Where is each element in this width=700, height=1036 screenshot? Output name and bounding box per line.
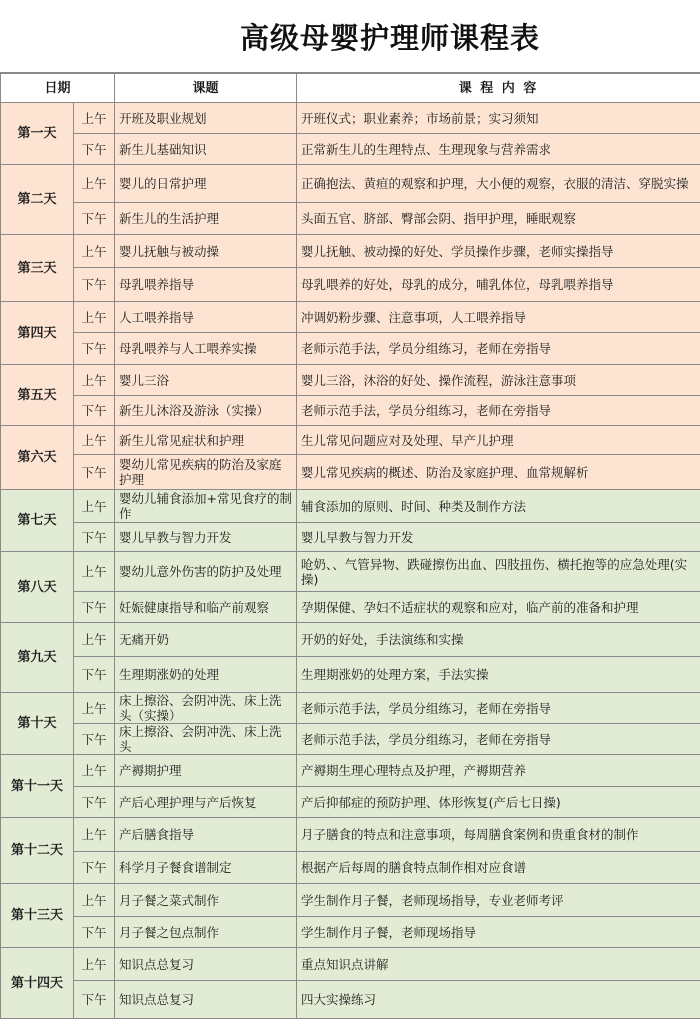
session-topic: 新生儿沐浴及游泳（实操） (115, 396, 297, 426)
session-content: 老师示范手法，学员分组练习，老师在旁指导 (297, 724, 700, 755)
session-topic: 婴幼儿常见疾病的防治及家庭护理 (115, 455, 297, 490)
schedule-row (1, 981, 700, 1019)
session-content: 母乳喂养的好处，母乳的成分，哺乳体位，母乳喂养指导 (297, 268, 700, 302)
day-label: 第二天 (1, 165, 74, 235)
schedule-row (1, 426, 700, 455)
session-content: 孕期保健、孕妇不适症状的观察和应对，临产前的准备和护理 (297, 592, 700, 623)
day-label: 第八天 (1, 552, 74, 623)
session-half: 上午 (74, 948, 115, 981)
session-topic: 人工喂养指导 (115, 302, 297, 333)
day-label: 第六天 (1, 426, 74, 490)
page-title: 高级母婴护理师课程表 (239, 20, 540, 55)
schedule-row (1, 103, 700, 134)
session-topic: 婴儿三浴 (115, 365, 297, 396)
session-half: 下午 (74, 203, 115, 235)
day-label: 第七天 (1, 490, 74, 552)
session-content: 学生制作月子餐，老师现场指导，专业老师考评 (297, 884, 700, 917)
schedule-row (1, 396, 700, 426)
session-topic: 产后膳食指导 (115, 818, 297, 852)
session-half: 上午 (74, 623, 115, 657)
session-half: 上午 (74, 302, 115, 333)
schedule-row (1, 592, 700, 623)
session-half: 上午 (74, 755, 115, 787)
header-date: 日期 (1, 74, 115, 103)
session-topic: 产后心理护理与产后恢复 (115, 787, 297, 818)
session-topic: 母乳喂养与人工喂养实操 (115, 333, 297, 365)
schedule-row (1, 787, 700, 818)
session-half: 上午 (74, 165, 115, 203)
session-content: 根据产后每周的膳食特点制作相对应食谱 (297, 852, 700, 884)
session-content: 头面五官、脐部、臀部会阴、指甲护理，睡眠观察 (297, 203, 700, 235)
schedule-row (1, 552, 700, 592)
day-label: 第十三天 (1, 884, 74, 948)
session-topic: 婴幼儿意外伤害的防护及处理 (115, 552, 297, 592)
session-half: 上午 (74, 693, 115, 724)
session-topic: 知识点总复习 (115, 948, 297, 981)
session-content: 呛奶、、气管异物、跌碰擦伤出血、四肢扭伤、横托抱等的应急处理(实操) (297, 552, 700, 592)
session-topic: 月子餐之菜式制作 (115, 884, 297, 917)
day-label: 第十二天 (1, 818, 74, 884)
schedule-body (1, 103, 700, 1019)
schedule-row (1, 365, 700, 396)
schedule-row (1, 165, 700, 203)
schedule-row (1, 818, 700, 852)
schedule-row (1, 203, 700, 235)
session-topic: 新生儿基础知识 (115, 134, 297, 165)
schedule-row (1, 657, 700, 693)
session-content: 产褥期生理心理特点及护理，产褥期营养 (297, 755, 700, 787)
session-topic: 科学月子餐食谱制定 (115, 852, 297, 884)
session-half: 下午 (74, 981, 115, 1019)
session-half: 下午 (74, 455, 115, 490)
session-topic: 妊娠健康指导和临产前观察 (115, 592, 297, 623)
schedule-row (1, 948, 700, 981)
session-half: 上午 (74, 235, 115, 268)
session-half: 上午 (74, 103, 115, 134)
session-content: 学生制作月子餐，老师现场指导 (297, 917, 700, 948)
session-half: 下午 (74, 592, 115, 623)
schedule-row (1, 623, 700, 657)
session-half: 下午 (74, 657, 115, 693)
session-content: 老师示范手法，学员分组练习，老师在旁指导 (297, 693, 700, 724)
session-content: 辅食添加的原则、时间、种类及制作方法 (297, 490, 700, 523)
session-half: 下午 (74, 523, 115, 552)
day-label: 第五天 (1, 365, 74, 426)
header-row (1, 74, 700, 103)
schedule-row (1, 693, 700, 724)
session-half: 下午 (74, 852, 115, 884)
schedule-row (1, 455, 700, 490)
session-half: 下午 (74, 724, 115, 755)
session-content: 生理期涨奶的处理方案，手法实操 (297, 657, 700, 693)
schedule-row (1, 490, 700, 523)
session-half: 下午 (74, 396, 115, 426)
session-half: 上午 (74, 365, 115, 396)
session-content: 重点知识点讲解 (297, 948, 700, 981)
session-topic: 无痛开奶 (115, 623, 297, 657)
title-bar (0, 0, 700, 73)
session-content: 婴儿三浴，沐浴的好处、操作流程，游泳注意事项 (297, 365, 700, 396)
session-topic: 新生儿常见症状和护理 (115, 426, 297, 455)
session-content: 四大实操练习 (297, 981, 700, 1019)
schedule-row (1, 724, 700, 755)
session-half: 上午 (74, 490, 115, 523)
session-half: 上午 (74, 818, 115, 852)
schedule-table (0, 73, 700, 1019)
session-topic: 床上擦浴、会阴冲洗、床上洗头（实操） (115, 693, 297, 724)
session-topic: 婴儿的日常护理 (115, 165, 297, 203)
session-content: 老师示范手法，学员分组练习，老师在旁指导 (297, 333, 700, 365)
day-label: 第十天 (1, 693, 74, 755)
session-content: 婴儿抚触、被动操的好处、学员操作步骤，老师实操指导 (297, 235, 700, 268)
session-topic: 生理期涨奶的处理 (115, 657, 297, 693)
schedule-row (1, 235, 700, 268)
session-content: 开班仪式；职业素养；市场前景；实习须知 (297, 103, 700, 134)
session-content: 冲调奶粉步骤、注意事项，人工喂养指导 (297, 302, 700, 333)
session-topic: 母乳喂养指导 (115, 268, 297, 302)
session-content: 产后抑郁症的预防护理、体形恢复(产后七日操) (297, 787, 700, 818)
session-content: 生儿常见问题应对及处理、早产儿护理 (297, 426, 700, 455)
session-topic: 新生儿的生活护理 (115, 203, 297, 235)
day-label: 第十一天 (1, 755, 74, 818)
session-half: 下午 (74, 333, 115, 365)
session-half: 下午 (74, 917, 115, 948)
header-content: 课 程 内 容 (297, 74, 700, 103)
schedule-row (1, 755, 700, 787)
session-topic: 婴幼儿辅食添加+常见食疗的制作 (115, 490, 297, 523)
day-label: 第一天 (1, 103, 74, 165)
session-topic: 知识点总复习 (115, 981, 297, 1019)
session-content: 正常新生儿的生理特点、生理现象与营养需求 (297, 134, 700, 165)
session-topic: 月子餐之包点制作 (115, 917, 297, 948)
schedule-row (1, 302, 700, 333)
schedule-row (1, 134, 700, 165)
session-content: 婴儿常见疾病的概述、防治及家庭护理、血常规解析 (297, 455, 700, 490)
session-content: 老师示范手法，学员分组练习，老师在旁指导 (297, 396, 700, 426)
header-topic: 课题 (115, 74, 297, 103)
schedule-row (1, 268, 700, 302)
session-topic: 床上擦浴、会阴冲洗、床上洗头 (115, 724, 297, 755)
day-label: 第十四天 (1, 948, 74, 1019)
schedule-row (1, 852, 700, 884)
day-label: 第三天 (1, 235, 74, 302)
day-label: 第九天 (1, 623, 74, 693)
schedule-row (1, 884, 700, 917)
session-topic: 婴儿早教与智力开发 (115, 523, 297, 552)
session-half: 下午 (74, 134, 115, 165)
session-content: 月子膳食的特点和注意事项，每周膳食案例和贵重食材的制作 (297, 818, 700, 852)
session-half: 上午 (74, 426, 115, 455)
day-label: 第四天 (1, 302, 74, 365)
schedule-row (1, 333, 700, 365)
session-topic: 产褥期护理 (115, 755, 297, 787)
schedule-row (1, 917, 700, 948)
session-content: 婴儿早教与智力开发 (297, 523, 700, 552)
session-half: 上午 (74, 884, 115, 917)
session-content: 开奶的好处，手法演练和实操 (297, 623, 700, 657)
session-topic: 开班及职业规划 (115, 103, 297, 134)
session-half: 上午 (74, 552, 115, 592)
schedule-row (1, 523, 700, 552)
session-content: 正确抱法、黄疸的观察和护理，大小便的观察，衣服的清洁、穿脱实操 (297, 165, 700, 203)
session-half: 下午 (74, 268, 115, 302)
session-topic: 婴儿抚触与被动操 (115, 235, 297, 268)
session-half: 下午 (74, 787, 115, 818)
